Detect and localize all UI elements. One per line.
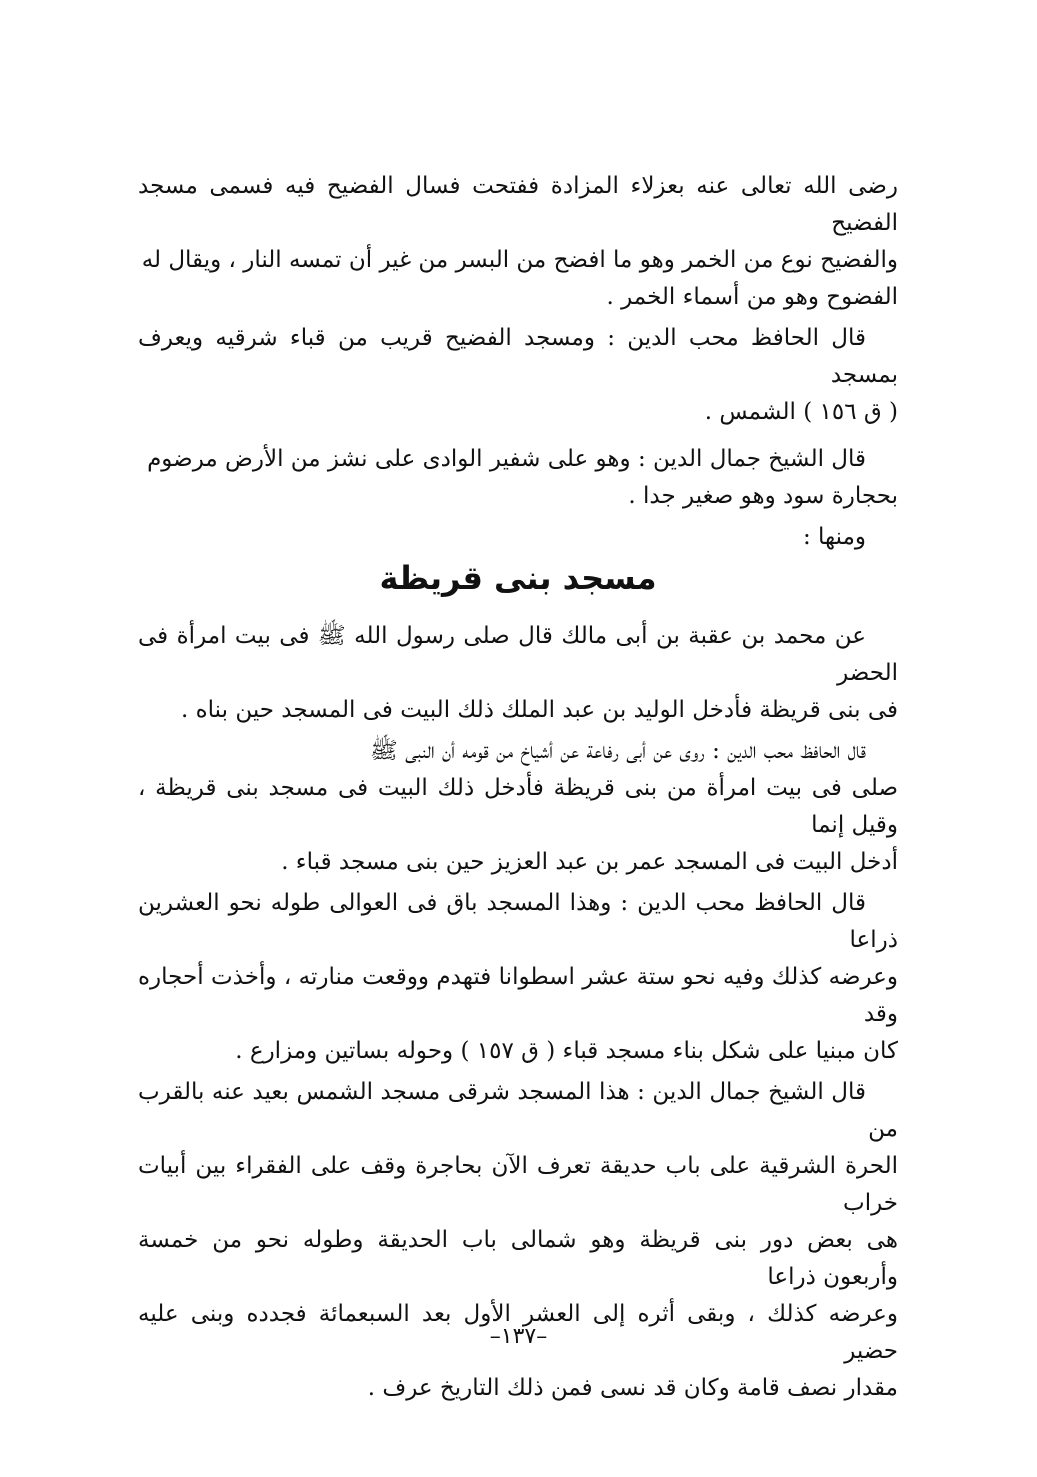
paragraph-muhib-al-din-fadih bbox=[138, 320, 898, 431]
paragraph-jamal-al-din-shams bbox=[138, 1074, 898, 1407]
text-line: والفضيح نوع من الخمر وهو ما افضح من البسر من غير أن تمسه النار ، ويقال له bbox=[141, 247, 898, 273]
paragraph-fadih-definition bbox=[138, 168, 898, 316]
text-line: قال الحافظ محب الدين : ومسجد الفضيح قريب من قباء شرقيه ويعرف بمسجد bbox=[138, 325, 898, 388]
page-number: –١٣٧– bbox=[489, 1324, 548, 1349]
text-line: عن محمد بن عقبة بن أبى مالك قال صلى رسول الله ﷺ فى بيت امرأة فى الحضر bbox=[138, 623, 898, 686]
text-line: هى بعض دور بنى قريظة وهو شمالى باب الحديقة وطوله نحو من خمسة وأربعون ذراعا bbox=[138, 1227, 898, 1290]
text-line: أدخل البيت فى المسجد عمر بن عبد العزيز حين بنى مسجد قباء . bbox=[281, 849, 898, 875]
text-line: بحجارة سود وهو صغير جدا . bbox=[628, 483, 898, 509]
text-block-top bbox=[138, 168, 898, 556]
text-line: مقدار نصف قامة وكان قد نسى فمن ذلك التاريخ عرف . bbox=[367, 1375, 898, 1401]
text-line: فى بنى قريظة فأدخل الوليد بن عبد الملك ذلك البيت فى المسجد حين بناه . bbox=[180, 697, 898, 723]
text-line: رضى الله تعالى عنه بعزلاء المزادة ففتحت فسال الفضيح فيه فسمى مسجد الفضيح bbox=[138, 173, 898, 236]
paragraph-and-among-them bbox=[138, 519, 898, 556]
text-line: قال الحافظ محب الدين : روى عن أبى رفاعة عن أشياخ من قومه أن النبى ﷺ bbox=[370, 738, 866, 764]
text-line: قال الشيخ جمال الدين : وهو على شفير الوادى على نشز من الأرض مرضوم bbox=[147, 446, 866, 472]
text-line: قال الشيخ جمال الدين : هذا المسجد شرقى مسجد الشمس بعيد عنه بالقرب من bbox=[138, 1079, 898, 1142]
text-line: الفضوح وهو من أسماء الخمر . bbox=[606, 284, 898, 310]
section-heading: مسجد بنى قريظة bbox=[379, 559, 657, 597]
paragraph-jamal-al-din-fadih bbox=[138, 441, 898, 515]
text-line: ( ق ١٥٦ ) الشمس . bbox=[704, 399, 898, 425]
paragraph-muhib-al-din-abi-rifaa bbox=[138, 733, 898, 881]
text-line: كان مبنيا على شكل بناء مسجد قباء ( ق ١٥٧ ) وحوله بساتين ومزارع . bbox=[235, 1038, 898, 1064]
text-line: ومنها : bbox=[802, 524, 866, 550]
paragraph-muhib-al-din-awali bbox=[138, 885, 898, 1070]
text-line: قال الحافظ محب الدين : وهذا المسجد باق فى العوالى طوله نحو العشرين ذراعا bbox=[138, 890, 898, 953]
text-line: الحرة الشرقية على باب حديقة تعرف الآن بحاجرة وقف على الفقراء بين أبيات خراب bbox=[138, 1153, 898, 1216]
paragraph-muhammad-ibn-uqba bbox=[138, 618, 898, 729]
text-line: وعرضه كذلك ، وبقى أثره إلى العشر الأول بعد السبعمائة فجدده وبنى عليه حضير bbox=[138, 1301, 898, 1364]
text-line: صلى فى بيت امرأة من بنى قريظة فأدخل ذلك البيت فى مسجد بنى قريظة ، وقيل إنما bbox=[138, 775, 898, 838]
text-block-bottom bbox=[138, 618, 898, 1407]
text-line: وعرضه كذلك وفيه نحو ستة عشر اسطوانا فتهدم ووقعت منارته ، وأخذت أحجاره وقد bbox=[138, 964, 898, 1027]
